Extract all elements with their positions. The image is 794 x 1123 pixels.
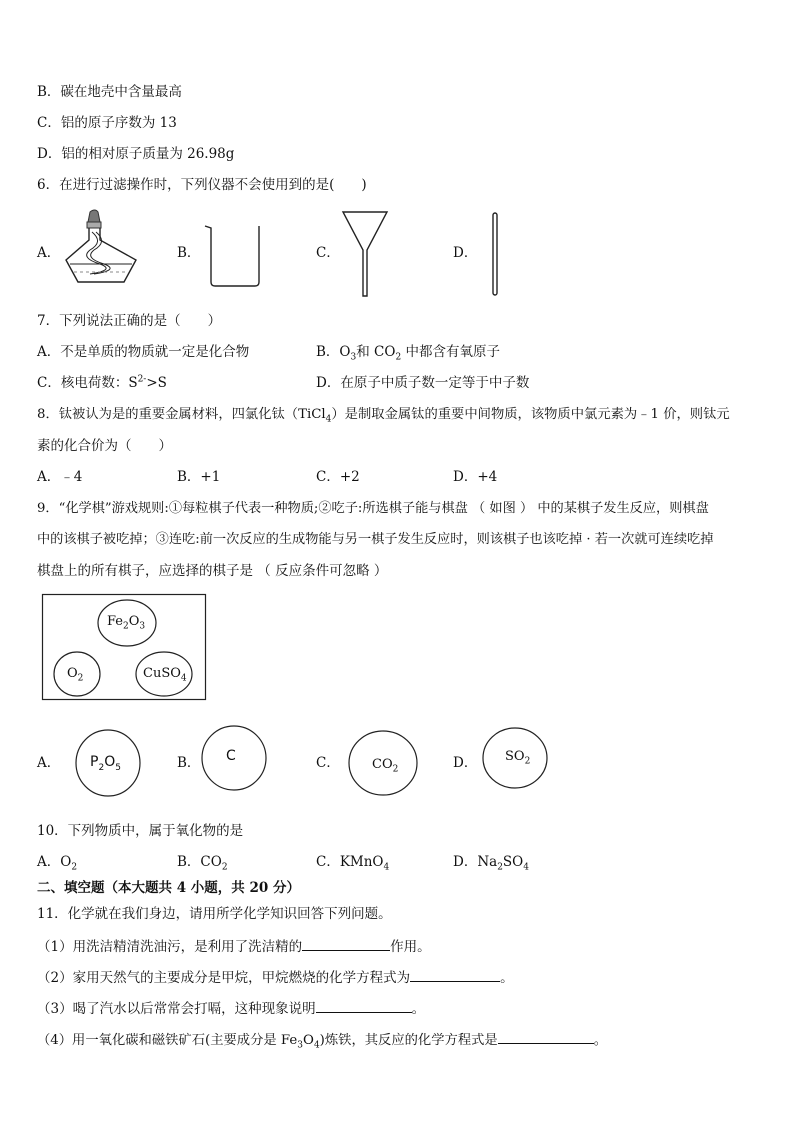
q6-stem: 6．在进行过滤操作时，下列仪器不会使用到的是( ) — [37, 177, 367, 193]
q10-option-c: C．KMnO$_4$ — [316, 854, 390, 873]
q11-part4: （4）用一氧化碳和磁铁矿石(主要成分是 $Fe_3O_4$)炼铁，其反应的化学方程式是 。 — [37, 1029, 607, 1050]
board-piece-o2: $O_2$ — [67, 666, 84, 684]
board-piece-cuso4: CuSO$_4$ — [143, 666, 187, 684]
piece-p2o5: $P_2O_5$ — [90, 754, 121, 773]
q7-stem: 7．下列说法正确的是（ ） — [37, 313, 222, 329]
board-piece-fe2o3: $Fe_2O_3$ — [107, 614, 146, 632]
q9-stem-line3: 棋盘上的所有棋子，应选择的棋子是 （ 反应条件可忽略 ） — [37, 563, 388, 579]
q7-option-b: B．$O_3$和 $CO_2$ 中都含有氧原子 — [316, 344, 500, 363]
q6-label-a: A． — [37, 245, 61, 261]
answer-blank-1[interactable] — [302, 936, 390, 951]
piece-so2: $SO_2$ — [505, 749, 531, 767]
q8-stem-line2: 素的化合价为（ ） — [37, 438, 172, 454]
piece-c: C — [226, 748, 236, 764]
answer-blank-3[interactable] — [316, 998, 412, 1013]
glass-rod-icon — [490, 212, 500, 296]
q10-stem: 10．下列物质中，属于氧化物的是 — [37, 823, 244, 839]
q5-option-c: C．铝的原子序数为 13 — [37, 115, 177, 131]
q8-option-c: C．+2 — [316, 469, 360, 485]
q7-option-a: A．不是单质的物质就一定是化合物 — [37, 344, 250, 360]
q6-label-c: C． — [316, 245, 340, 261]
funnel-icon — [341, 210, 389, 298]
q9-label-c: C． — [316, 755, 340, 771]
q10-option-a: A．$O_2$ — [37, 854, 78, 873]
q9-label-d: D． — [453, 755, 478, 771]
alcohol-lamp-icon — [60, 212, 142, 292]
q8-stem-line1: 8．钛被认为是的重要金属材料，四氯化钛（TiCl$_4$）是制取金属钛的重要中间物质，该物质中氯元素为﹣1 价，则钛元 — [37, 407, 730, 425]
q11-part2: （2）家用天然气的主要成分是甲烷，甲烷燃烧的化学方程式为 。 — [37, 967, 514, 987]
q11-part1: （1）用洗洁精清洗油污，是利用了洗洁精的 作用。 — [37, 936, 431, 956]
beaker-icon — [203, 222, 265, 288]
q5-option-b: B．碳在地壳中含量最高 — [37, 84, 182, 100]
q9-stem-line2: 中的该棋子被吃掉；③连吃:前一次反应的生成物能与另一棋子发生反应时，则该棋子也该吃掉 · 若一次就可连续吃掉 — [37, 532, 714, 547]
q11-stem: 11．化学就在我们身边，请用所学化学知识回答下列问题。 — [37, 906, 392, 922]
q9-stem-line1: 9．“化学棋”游戏规则:①每粒棋子代表一种物质;②吃子:所选棋子能与棋盘 （ 如图 ） 中的某棋子发生反应，则棋盘 — [37, 501, 709, 516]
q10-option-b: B．$CO_2$ — [177, 854, 228, 873]
q8-option-b: B．+1 — [177, 469, 221, 485]
q8-option-d: D．+4 — [453, 469, 498, 485]
q6-label-b: B． — [177, 245, 201, 261]
q7-option-c: C．核电荷数：$S^{2-}>S$ — [37, 374, 167, 391]
answer-blank-4[interactable] — [498, 1029, 594, 1044]
q8-option-a: A．﹣4 — [37, 469, 83, 485]
q11-part3: （3）喝了汽水以后常常会打嗝，这种现象说明 。 — [37, 998, 425, 1018]
answer-blank-2[interactable] — [410, 967, 500, 982]
q6-label-d: D． — [453, 245, 478, 261]
q10-option-d: D．$Na_2SO_4$ — [453, 854, 529, 873]
q7-option-d: D．在原子中质子数一定等于中子数 — [316, 375, 530, 391]
q5-option-d: D．铝的相对原子质量为 26.98g — [37, 146, 235, 162]
q9-label-b: B． — [177, 755, 201, 771]
q9-label-a: A． — [37, 755, 61, 771]
piece-co2: $CO_2$ — [372, 757, 399, 775]
chess-board — [42, 594, 206, 700]
section-heading: 二、填空题（本大题共 4 小题，共 20 分） — [37, 880, 300, 896]
